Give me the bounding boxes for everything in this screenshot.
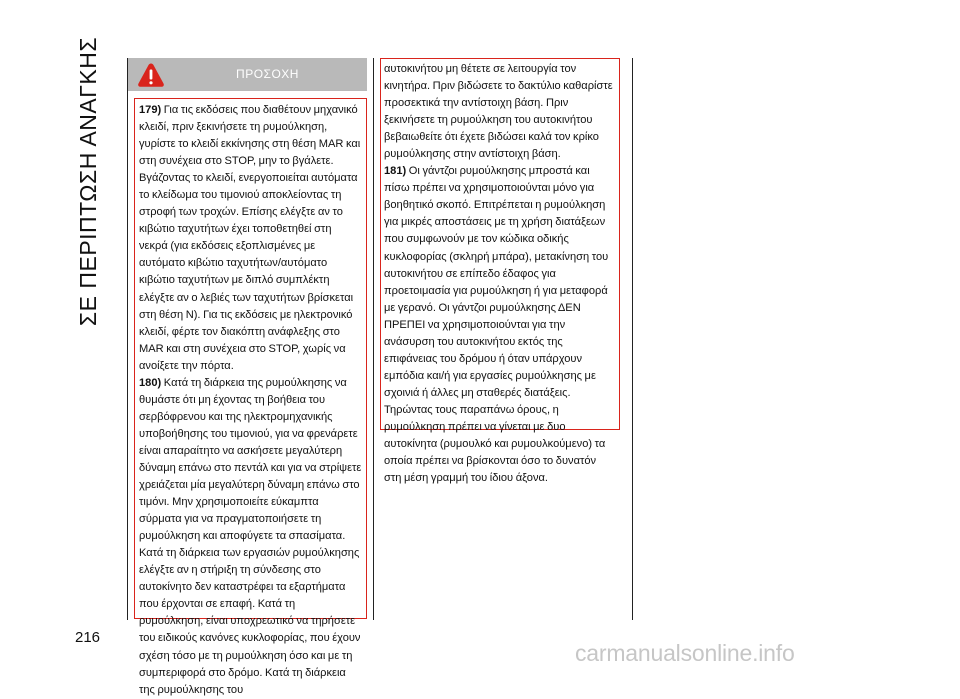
warning-box-left xyxy=(134,98,367,696)
paragraph-180 xyxy=(139,375,362,699)
paragraph-text: Οι γάντζοι ρυμούλκησης μπροστά και πίσω πρέπει να χρησιμοποιούνται μόνο για βοηθητικό σκοπό. Επιτρέπεται η ρυμούλκηση για μικρές αποστάσεις με τη χρήση διατάξεων που συμφωνούν με τον κώδικα οδικής κυκλοφορίας (σκληρή μπάρα), μετακίνηση του αυτοκινήτου σε επίπεδο έδαφος για προετοιμασία για ρυμούλκηση ή για μεταφορά με γερανό. Οι γάντζοι ρυμούλκησης ΔΕΝ ΠΡΕΠΕΙ να χρησιμοποιούνται για την ανάσυρση του αυτοκινήτου εκτός της επιφάνειας του δρόμου ή όταν υπάρχουν εμπόδια και/ή για εργασίες ρυμούλκησης με σχοινιά ή άλλες μη σταθερές διατάξεις. Τηρώντας τους παραπάνω όρους, η ρυμούλκηση πρέπει να γίνεται με δυο αυτοκίνητα (ρυμουλκό και ρυμουλκούμενο) τα οποία πρέπει να βρίσκονται όσο το δυνατόν στη μέση γραμμή του ίδιου άξονα. xyxy=(384,165,609,485)
warning-box-right xyxy=(380,58,620,485)
paragraph-text: Κατά τη διάρκεια της ρυμούλκησης να θυμάστε ότι μη έχοντας τη βοήθεια του σερβόφρενου και της ηλεκτρομηχανικής υποβοήθησης του τιμονιού, για να φρενάρετε είναι απαραίτητο να ασκήσετε μεγαλύτερη δύναμη επάνω στο πεντάλ και για να στρίψετε χρειάζεται μία μεγαλύτερη δύναμη επάνω στο τιμόνι. Μην χρησιμοποιείτε εύκαμπτα σύρματα για να πραγματοποιήσετε τη ρυμούλκηση και αποφύγετε τα σπασίματα. Κατά τη διάρκεια των εργασιών ρυμούλκησης ελέγξτε αν η στήριξη τη σύνδεσης στο αυτοκίνητο δεν καταστρέφει τα εξαρτήματα που έρχονται σε επαφή. Κατά τη ρυμούλκηση, είναι υποχρεωτικό να τηρήσετε του ειδικούς κανόνες κυκλοφορίας, που έχουν σχέση τόσο με τη ρυμούλκηση όσο και με τη συμπεριφορά στο δρόμο. Κατά τη διάρκεια της ρυμούλκησης του xyxy=(139,376,362,696)
column-divider-left xyxy=(127,58,128,620)
paragraph-text: αυτοκινήτου μη θέτετε σε λειτουργία τον κινητήρα. Πριν βιδώσετε το δακτύλιο καθαρίστε προσεκτικά την αντίστοιχη βάση. Πριν ξεκινήσετε τη ρυμούλκηση του αυτοκινήτου βεβαιωθείτε ότι έχετε βιδώσει καλά τον κρίκο ρυμούλκησης στην αντίστοιχη βάση. xyxy=(384,63,613,161)
paragraph-179 xyxy=(139,102,362,375)
column-divider-right xyxy=(632,58,633,620)
paragraph-continued xyxy=(384,61,615,163)
warning-triangle-icon xyxy=(137,62,165,88)
watermark: carmanualsonline.info xyxy=(575,640,795,666)
chapter-title-text: ΣΕ ΠΕΡΙΠΤΩΣΗ ΑΝΑΓΚΗΣ xyxy=(75,36,102,326)
paragraph-text: Για τις εκδόσεις που διαθέτουν μηχανικό κλειδί, πριν ξεκινήσετε τη ρυμούλκηση, γυρίστε το κλειδί εκκίνησης στη θέση MAR και στη συνέχεια στο STOP, μην το βγάλετε. Βγάζοντας το κλειδί, ενεργοποιείται αυτόματα το κλείδωμα του τιμονιού αποκλείοντας τη στροφή των τροχών. Επίσης ελέγξτε αν το κιβώτιο ταχυτήτων έχει τοποθετηθεί στη νεκρά (για εκδόσεις εξοπλισμένες με αυτόματο κιβώτιο ταχυτήτων/αυτόματο κιβώτιο ταχυτήτων με διπλό συμπλέκτη ελέγξτε αν ο λεβιές των ταχυτήτων βρίσκεται στη θέση N). Για τις εκδόσεις με ηλεκτρονικό κλειδί, φέρτε τον διακόπτη ανάφλεξης στο MAR και στη συνέχεια στο STOP, χωρίς να ανοίξετε την πόρτα. xyxy=(139,104,361,372)
paragraph-number: 179) xyxy=(139,104,162,116)
column-divider-middle xyxy=(373,58,374,620)
page-number: 216 xyxy=(75,629,101,646)
paragraph-number: 180) xyxy=(139,376,162,389)
warning-title: ΠΡΟΣΟΧΗ xyxy=(236,67,299,81)
paragraph-181 xyxy=(384,163,615,487)
warning-header xyxy=(128,58,367,91)
paragraph-number: 181) xyxy=(384,165,407,178)
chapter-title xyxy=(70,36,108,326)
